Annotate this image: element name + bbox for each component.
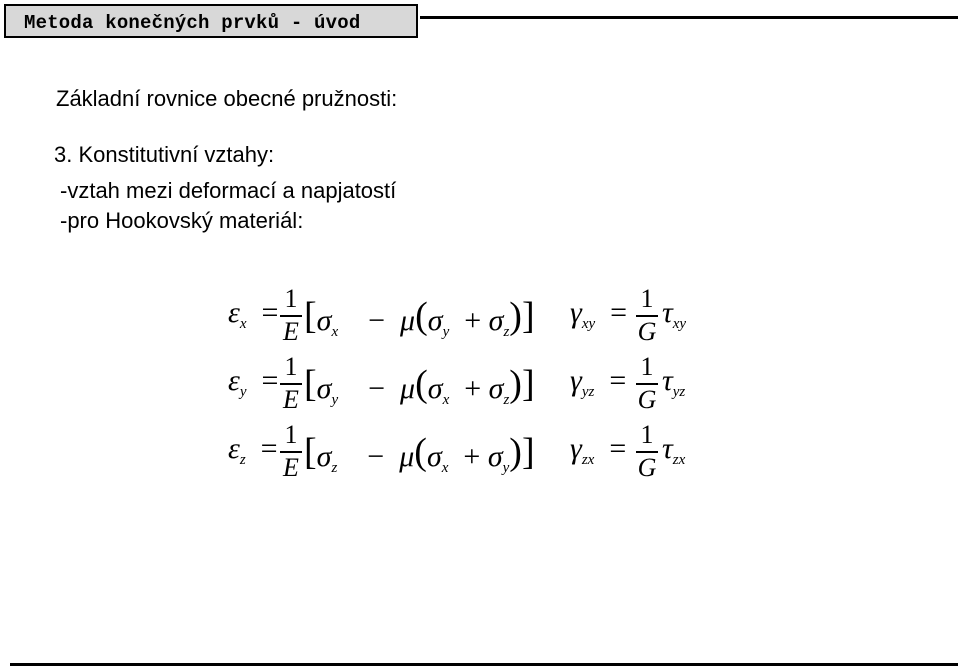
fraction-one-over-E xyxy=(280,286,302,345)
fraction-one-over-E xyxy=(280,354,302,413)
subscript: z xyxy=(331,460,338,476)
subscript: zx xyxy=(672,452,686,468)
numerator: 1 xyxy=(284,352,298,381)
denominator: E xyxy=(283,317,299,346)
minus-sign: − xyxy=(338,304,401,337)
slide-title: Metoda konečných prvků - úvod xyxy=(24,12,361,34)
subscript: xy xyxy=(672,316,687,332)
mu-symbol: μ xyxy=(399,440,415,473)
subscript: z xyxy=(239,452,246,468)
description-line-1: -vztah mezi deformací a napjatostí xyxy=(60,178,397,203)
left-bracket: [ xyxy=(304,431,317,473)
left-bracket: [ xyxy=(304,363,317,405)
fraction-one-over-E xyxy=(280,422,302,481)
sigma-symbol: σ xyxy=(488,304,504,337)
shear-strain-lhs xyxy=(570,364,626,398)
subscript: yz xyxy=(581,384,595,400)
epsilon-symbol: ε xyxy=(228,432,240,465)
denominator: E xyxy=(283,385,299,414)
normal-strain-rhs xyxy=(304,364,535,408)
title-bar xyxy=(4,4,418,38)
equals-sign: = xyxy=(246,364,279,397)
sigma-symbol: σ xyxy=(427,372,443,405)
left-bracket: [ xyxy=(304,295,317,337)
equals-sign: = xyxy=(595,296,628,329)
sigma-symbol: σ xyxy=(427,304,443,337)
numerator: 1 xyxy=(284,420,298,449)
numerator: 1 xyxy=(284,284,298,313)
description-line-2: -pro Hookovský materiál: xyxy=(60,208,304,233)
right-bracket: ] xyxy=(521,295,535,337)
shear-strain-lhs xyxy=(570,432,626,466)
subscript: y xyxy=(502,460,510,476)
subscript: x xyxy=(442,392,450,408)
subscript: yz xyxy=(672,384,686,400)
left-paren: ( xyxy=(415,295,428,337)
right-bracket: ] xyxy=(521,431,535,473)
denominator: G xyxy=(637,317,657,346)
plus-sign: + xyxy=(449,372,489,405)
mu-symbol: μ xyxy=(400,304,416,337)
denominator: G xyxy=(637,453,657,482)
shear-strain-lhs xyxy=(570,296,627,330)
gamma-symbol: γ xyxy=(570,432,582,465)
left-paren: ( xyxy=(414,431,427,473)
sigma-symbol: σ xyxy=(487,440,503,473)
left-paren: ( xyxy=(415,363,428,405)
gamma-symbol: γ xyxy=(570,296,582,329)
item-heading: 3. Konstitutivní vztahy: xyxy=(54,142,275,167)
normal-strain-rhs xyxy=(304,296,535,340)
normal-strain-rhs xyxy=(304,432,535,476)
bottom-rule xyxy=(10,663,958,666)
equals-sign: = xyxy=(245,432,278,465)
numerator: 1 xyxy=(640,352,654,381)
subscript: x xyxy=(441,460,449,476)
section-heading: Základní rovnice obecné pružnosti: xyxy=(56,86,398,111)
fraction-one-over-G xyxy=(636,354,658,413)
tau-symbol: τ xyxy=(662,364,673,397)
denominator: G xyxy=(637,385,657,414)
sigma-symbol: σ xyxy=(316,372,332,405)
normal-strain-lhs xyxy=(228,364,278,398)
sigma-symbol: σ xyxy=(426,440,442,473)
sigma-symbol: σ xyxy=(488,372,504,405)
numerator: 1 xyxy=(640,284,654,313)
gamma-symbol: γ xyxy=(570,364,582,397)
equals-sign: = xyxy=(594,364,627,397)
epsilon-symbol: ε xyxy=(228,364,240,397)
sigma-symbol: σ xyxy=(316,440,332,473)
shear-strain-rhs xyxy=(662,364,685,398)
fraction-one-over-G xyxy=(636,286,658,345)
mu-symbol: μ xyxy=(400,372,416,405)
tau-symbol: τ xyxy=(662,432,673,465)
plus-sign: + xyxy=(449,304,489,337)
minus-sign: − xyxy=(338,372,401,405)
right-paren: ) xyxy=(509,295,522,337)
subscript: zx xyxy=(581,452,595,468)
normal-strain-lhs xyxy=(228,432,278,466)
right-bracket: ] xyxy=(521,363,535,405)
tau-symbol: τ xyxy=(662,296,673,329)
subscript: x xyxy=(331,324,339,340)
subscript: y xyxy=(442,324,450,340)
shear-strain-rhs xyxy=(662,432,685,466)
sigma-symbol: σ xyxy=(316,304,332,337)
normal-strain-lhs xyxy=(228,296,278,330)
right-paren: ) xyxy=(509,431,522,473)
minus-sign: − xyxy=(337,440,400,473)
shear-strain-rhs xyxy=(662,296,686,330)
numerator: 1 xyxy=(640,420,654,449)
fraction-one-over-G xyxy=(636,422,658,481)
epsilon-symbol: ε xyxy=(228,296,240,329)
subscript: y xyxy=(239,384,247,400)
top-rule xyxy=(420,16,958,19)
subscript: y xyxy=(331,392,339,408)
subscript: x xyxy=(239,316,247,332)
equals-sign: = xyxy=(594,432,627,465)
subscript: z xyxy=(503,392,510,408)
plus-sign: + xyxy=(448,440,488,473)
subscript: xy xyxy=(581,316,596,332)
equals-sign: = xyxy=(246,296,279,329)
denominator: E xyxy=(283,453,299,482)
right-paren: ) xyxy=(509,363,522,405)
subscript: z xyxy=(503,324,510,340)
